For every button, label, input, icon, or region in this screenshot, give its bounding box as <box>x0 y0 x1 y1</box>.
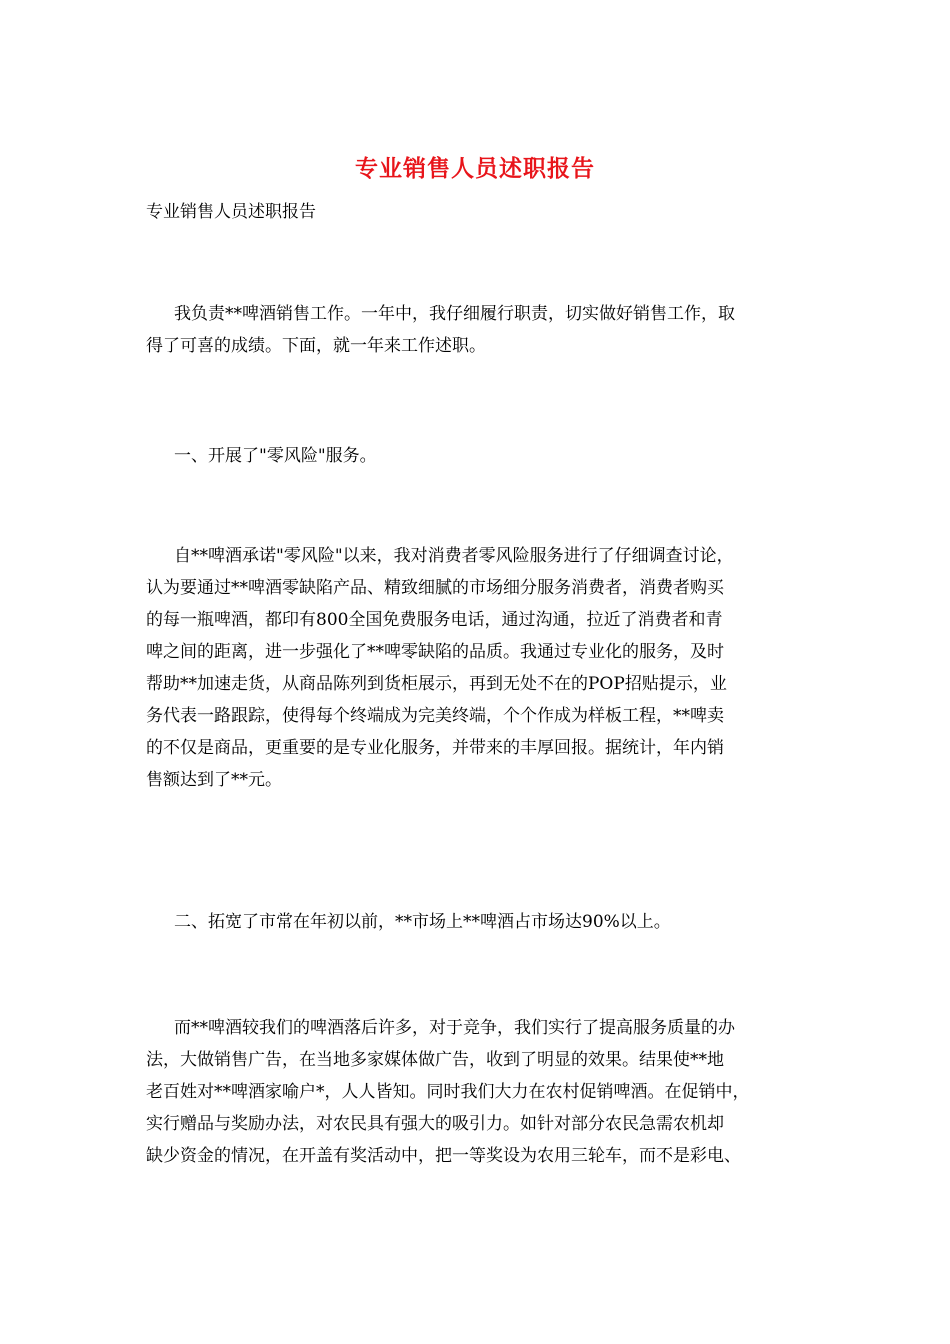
paragraph-intro <box>146 298 816 362</box>
paragraph-market <box>146 1012 816 1172</box>
paragraph-line: 帮助**加速走货，从商品陈列到货柜展示，再到无处不在的POP招贴提示，业 <box>146 674 727 694</box>
paragraph-line: 二、拓宽了市常在年初以前，**市场上**啤酒占市场达90%以上。 <box>174 912 671 932</box>
paragraph-line: 法，大做销售广告，在当地多家媒体做广告，收到了明显的效果。结果使**地 <box>146 1050 724 1070</box>
paragraph-line: 认为要通过**啤酒零缺陷产品、精致细腻的市场细分服务消费者，消费者购买 <box>146 578 724 598</box>
paragraph-line: 一、开展了"零风险"服务。 <box>174 446 377 466</box>
paragraph-line: 得了可喜的成绩。下面，就一年来工作述职。 <box>146 336 486 356</box>
paragraph-line: 缺少资金的情况，在开盖有奖活动中，把一等奖设为农用三轮车，而不是彩电、 <box>146 1146 741 1166</box>
paragraph-zero-risk <box>146 540 816 796</box>
document-title: 专业销售人员述职报告 <box>355 155 595 182</box>
section-heading-2 <box>146 906 816 938</box>
paragraph-line: 而**啤酒较我们的啤酒落后许多，对于竞争，我们实行了提高服务质量的办 <box>174 1018 735 1038</box>
paragraph-line: 老百姓对**啤酒家喻户*，人人皆知。同时我们大力在农村促销啤酒。在促销中， <box>146 1082 750 1102</box>
paragraph-line: 的不仅是商品，更重要的是专业化服务，并带来的丰厚回报。据统计，年内销 <box>146 738 724 758</box>
paragraph-line: 务代表一路跟踪，使得每个终端成为完美终端，个个作成为样板工程，**啤卖 <box>146 706 724 726</box>
paragraph-line: 售额达到了**元。 <box>146 770 282 790</box>
section-heading-1 <box>146 440 816 472</box>
paragraph-line: 自**啤酒承诺"零风险"以来，我对消费者零风险服务进行了仔细调查讨论， <box>174 546 734 566</box>
paragraph-line: 我负责**啤酒销售工作。一年中，我仔细履行职责，切实做好销售工作，取 <box>174 304 735 324</box>
document-subtitle: 专业销售人员述职报告 <box>146 202 316 222</box>
paragraph-line: 的每一瓶啤酒，都印有800全国免费服务电话，通过沟通，拉近了消费者和青 <box>146 610 723 630</box>
paragraph-line: 实行赠品与奖励办法，对农民具有强大的吸引力。如针对部分农民急需农机却 <box>146 1114 724 1134</box>
paragraph-line: 啤之间的距离，进一步强化了**啤零缺陷的品质。我通过专业化的服务，及时 <box>146 642 724 662</box>
